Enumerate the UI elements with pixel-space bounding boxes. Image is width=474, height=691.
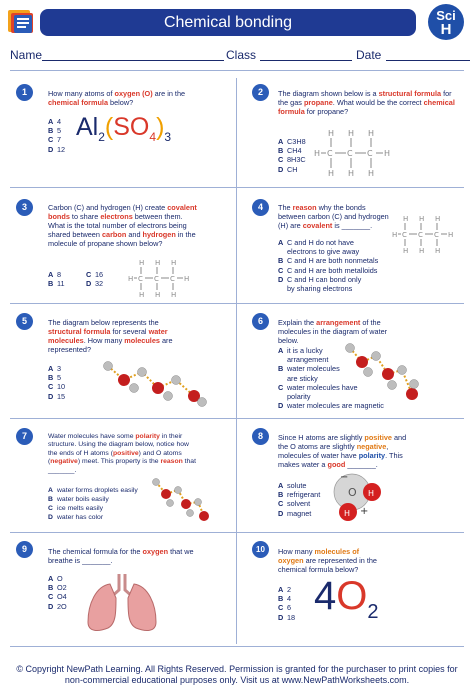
book-logo-icon — [6, 6, 36, 36]
water-molecules-diagram — [340, 340, 420, 406]
svg-text:H: H — [435, 247, 441, 255]
option[interactable]: A water forms droplets easily — [48, 487, 138, 494]
option[interactable]: C water molecules have — [278, 382, 358, 392]
option-continued: electrons to give away — [287, 247, 360, 257]
name-field[interactable] — [42, 60, 224, 61]
propane-structure-diagram — [314, 128, 394, 178]
svg-text:H: H — [392, 231, 398, 239]
question-7-text: Water molecules have some polarity in their structure. Using the diagram below, notice how the ends of H atoms (positive) and O atoms (negative) meet. This property is the reason that _______. — [48, 433, 196, 474]
footer-line-1: © Copyright NewPath Learning. All Rights Reserved. Permission is granted for the purchaser to print copies for — [16, 664, 458, 674]
propane-structure-diagram — [392, 214, 462, 256]
option[interactable]: D 12 — [48, 144, 66, 154]
option[interactable]: B 5 — [48, 126, 62, 136]
svg-text:H: H — [128, 275, 134, 283]
svg-text:H: H — [171, 259, 177, 267]
question-number-1: 1 — [16, 84, 33, 101]
option[interactable]: D magnet — [278, 508, 312, 518]
option[interactable]: A 2 — [278, 585, 292, 594]
footer-line-2: non-commercial educational purposes only. Visit us at www.NewPathWorksheets.com. — [64, 675, 410, 685]
option[interactable]: D water molecules are magnetic — [278, 401, 384, 411]
option[interactable]: A C3H8 — [278, 137, 306, 146]
question-9-options — [48, 574, 67, 611]
svg-text:H: H — [344, 509, 351, 518]
option-continued: arrangement — [287, 355, 329, 365]
svg-text:H: H — [368, 169, 375, 178]
option[interactable]: B 4 — [278, 594, 292, 604]
svg-text:H: H — [368, 489, 375, 498]
svg-text:H: H — [384, 149, 391, 158]
svg-text:+: + — [360, 506, 369, 517]
option[interactable]: D 2O — [48, 601, 67, 611]
option[interactable]: B 5 — [48, 373, 62, 383]
option[interactable]: C 8H3C — [278, 155, 306, 165]
option[interactable]: A 8 — [48, 270, 62, 279]
option[interactable]: D water has color — [48, 514, 104, 521]
question-number-2: 2 — [252, 84, 269, 101]
option[interactable]: C O4 — [48, 592, 67, 602]
question-6-text: Explain the arrangement of the molecules in the diagram of water below. — [278, 318, 388, 345]
option[interactable]: A it is a lucky — [278, 346, 323, 355]
question-number-7: 7 — [16, 428, 33, 445]
option[interactable]: B refrigerant — [278, 490, 321, 500]
option[interactable]: B 11 — [48, 279, 65, 289]
subject-badge — [428, 4, 464, 40]
option-continued: polarity — [287, 392, 311, 402]
option[interactable]: B C and H are both nonmetals — [278, 256, 379, 266]
question-number-6: 6 — [252, 313, 269, 330]
svg-text:H: H — [155, 259, 161, 267]
question-7-options — [48, 486, 138, 522]
svg-text:H: H — [139, 291, 145, 299]
question-1-options — [48, 117, 65, 154]
option[interactable]: C solvent — [278, 499, 311, 509]
question-1-text: How many atoms of oxygen (O) are in the chemical formula below? — [48, 89, 186, 107]
question-3-options-right — [86, 270, 103, 288]
header-divider — [10, 70, 464, 71]
svg-text:O: O — [348, 486, 357, 499]
lungs-image — [84, 572, 160, 634]
svg-text:C: C — [154, 275, 159, 283]
svg-text:−: − — [340, 472, 349, 483]
option[interactable]: A 3 — [48, 364, 62, 373]
svg-text:C: C — [170, 275, 175, 283]
svg-text:C: C — [138, 275, 143, 283]
name-label: Name — [10, 48, 43, 62]
class-label: Class — [226, 48, 257, 62]
option[interactable]: C 6 — [278, 603, 292, 613]
svg-text:H: H — [314, 149, 321, 158]
question-2-options — [278, 137, 306, 174]
option[interactable]: A O — [48, 574, 63, 583]
propane-structure-diagram — [128, 258, 198, 300]
option[interactable]: B water boils easily — [48, 496, 109, 503]
svg-text:H: H — [419, 215, 425, 223]
svg-text:H: H — [155, 291, 161, 299]
badge-line1: Sci — [436, 8, 456, 23]
badge-line2: H — [440, 21, 452, 38]
option[interactable]: B water molecules — [278, 364, 340, 374]
svg-text:H: H — [328, 169, 335, 178]
row-divider-1 — [10, 187, 464, 188]
option[interactable]: C C and H are both metalloids — [278, 265, 378, 275]
question-4-options — [278, 238, 378, 293]
svg-text:C: C — [434, 231, 439, 239]
question-9-text: The chemical formula for the oxygen that we breathe is _______. — [48, 547, 194, 565]
svg-text:H: H — [139, 259, 145, 267]
question-number-9: 9 — [16, 541, 33, 558]
option[interactable]: D CH — [278, 164, 298, 174]
option[interactable]: A C and H do not have — [278, 238, 354, 247]
row-divider-3 — [10, 418, 464, 419]
svg-text:H: H — [403, 215, 409, 223]
svg-text:H: H — [171, 291, 177, 299]
question-4-text: The reason why the bonds between carbon (C) and hydrogen (H) are covalent is _______. — [278, 203, 389, 230]
question-8-text: Since H atoms are slightly positive and the O atoms are slightly negative, molecules of water have polarity. This makes water a good _______. — [278, 433, 407, 469]
row-divider-2 — [10, 303, 464, 304]
option[interactable]: D 15 — [48, 391, 66, 401]
svg-text:C: C — [367, 149, 373, 158]
svg-text:H: H — [403, 247, 409, 255]
question-2-text: The diagram shown below is a structural formula for the gas propane. What would be the correct chemical formula for propane? — [278, 89, 455, 116]
water-molecules-diagram — [150, 476, 210, 522]
option[interactable]: B CH4 — [278, 146, 302, 156]
svg-text:C: C — [402, 231, 407, 239]
question-number-8: 8 — [252, 428, 269, 445]
svg-text:C: C — [418, 231, 423, 239]
water-molecules-diagram — [98, 356, 208, 406]
option[interactable]: C 16 — [86, 270, 104, 279]
svg-text:H: H — [435, 215, 441, 223]
option[interactable]: D 32 — [86, 279, 104, 289]
question-number-10: 10 — [252, 541, 269, 558]
option[interactable]: C ice melts easily — [48, 505, 104, 512]
row-divider-4 — [10, 532, 464, 533]
question-8-options — [278, 481, 320, 518]
question-5-options — [48, 364, 65, 401]
option[interactable]: C 10 — [48, 382, 66, 392]
svg-text:C: C — [327, 149, 333, 158]
date-label: Date — [356, 48, 382, 62]
question-number-5: 5 — [16, 313, 33, 330]
question-5-text: The diagram below represents the structural formula for several water molecules. How many molecules are represented? — [48, 318, 173, 354]
page-title: Chemical bonding — [40, 9, 416, 36]
option[interactable]: D 18 — [278, 612, 296, 622]
formula-4o2: $4O_2$ — [314, 574, 379, 623]
question-number-4: 4 — [252, 199, 269, 216]
option-continued: by sharing electrons — [287, 284, 353, 294]
column-divider — [236, 78, 237, 644]
svg-text:H: H — [328, 129, 335, 138]
option[interactable]: A 4 — [48, 117, 62, 126]
svg-text:H: H — [448, 231, 454, 239]
question-number-3: 3 — [16, 199, 33, 216]
svg-text:H: H — [419, 247, 425, 255]
option[interactable]: D C and H can bond only — [278, 274, 362, 284]
svg-text:H: H — [368, 129, 375, 138]
svg-text:H: H — [348, 129, 355, 138]
water-polarity-diagram — [330, 470, 390, 524]
svg-text:C: C — [347, 149, 353, 158]
svg-text:H: H — [348, 169, 355, 178]
footer-divider — [10, 646, 464, 647]
question-3-text: Carbon (C) and hydrogen (H) create covalent bonds to share electrons between them. What is the total number of electrons being shared between carbon and hydrogen in the molecule of propane shown below? — [48, 203, 197, 248]
svg-text:H: H — [184, 275, 190, 283]
copyright-footer — [0, 664, 474, 686]
option[interactable]: A solute — [278, 481, 307, 490]
option-continued: are sticky — [287, 373, 318, 383]
formula-al2so43: $Al_2(SO_4)_3$ — [76, 113, 172, 144]
question-10-options — [278, 585, 295, 622]
option[interactable]: B O2 — [48, 583, 67, 593]
class-field[interactable] — [260, 60, 352, 61]
option[interactable]: C 7 — [48, 135, 62, 145]
question-3-options — [48, 270, 65, 288]
question-10-text: How many molecules of oxygen are represented in the chemical formula below? — [278, 547, 377, 574]
date-field[interactable] — [386, 60, 470, 61]
